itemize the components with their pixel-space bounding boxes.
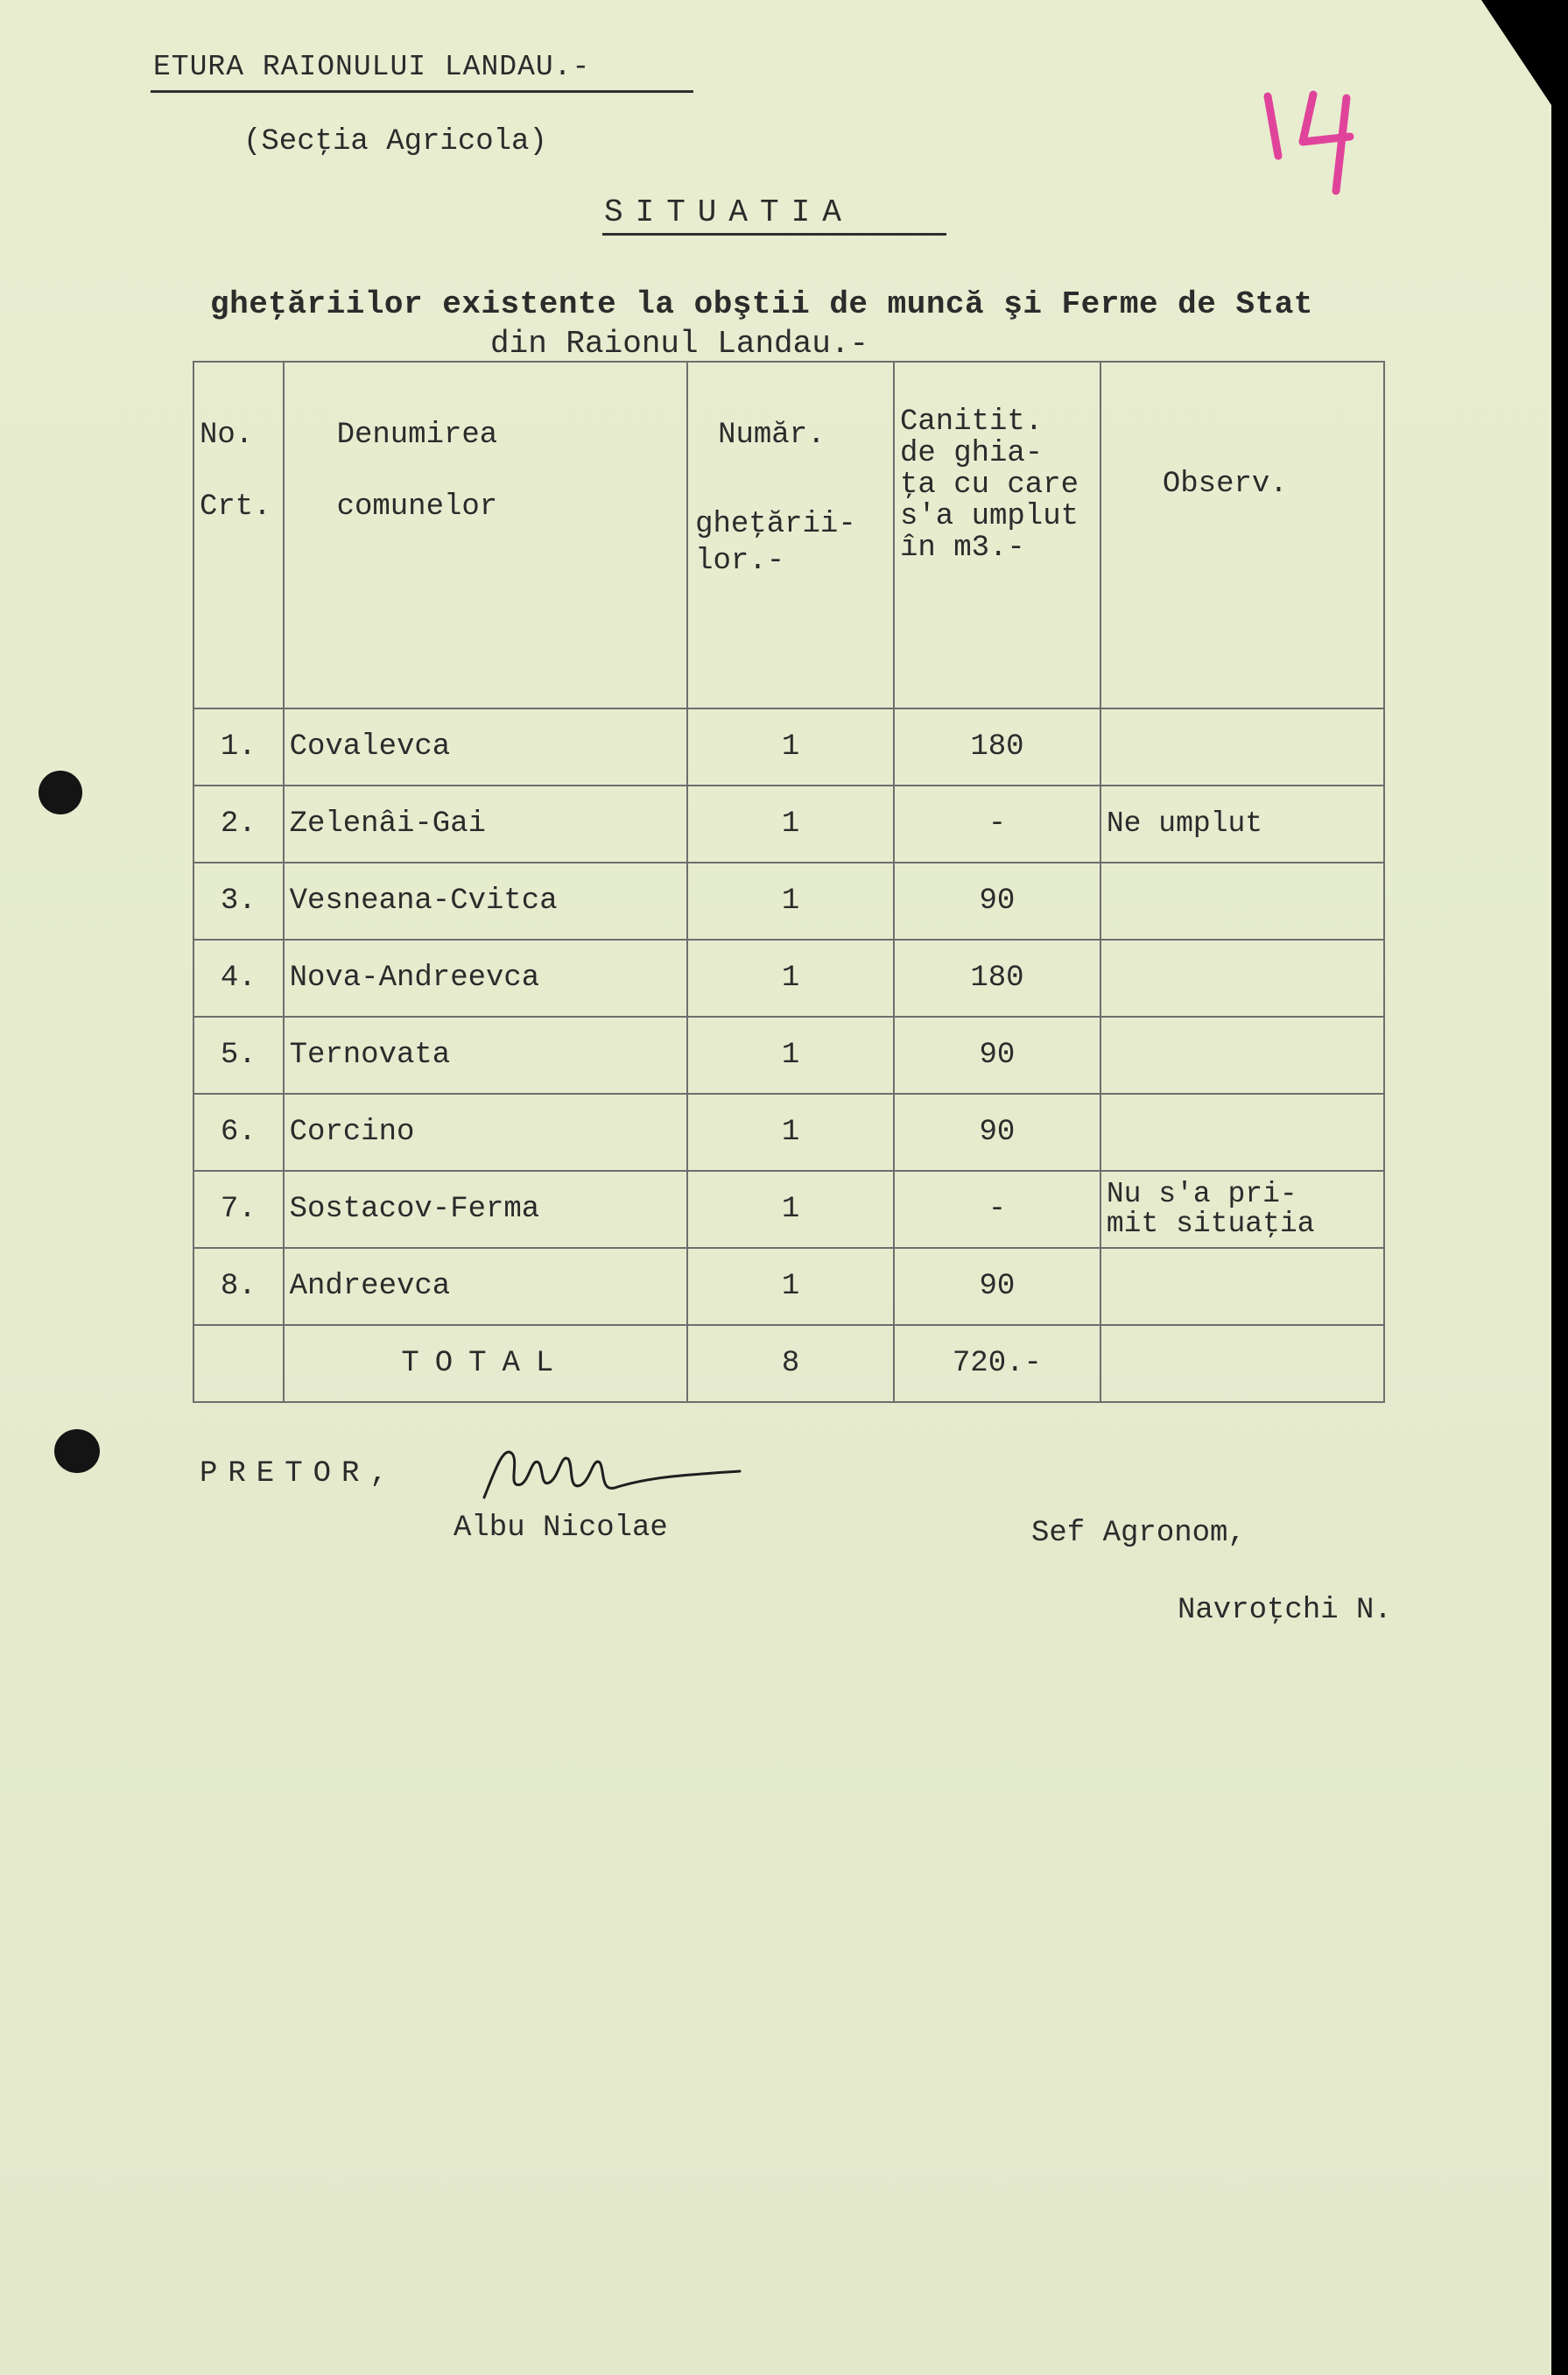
ice-quantity: - bbox=[894, 786, 1100, 863]
header-quantity bbox=[894, 362, 1100, 708]
header-no bbox=[193, 362, 284, 708]
header-count bbox=[687, 362, 894, 708]
header-name-line: comunelor bbox=[336, 490, 498, 524]
commune-name: Zelenâi-Gai bbox=[284, 786, 688, 863]
header-quantity-line: s'a umplut bbox=[899, 500, 1079, 533]
document-title: SITUATIA bbox=[604, 194, 854, 230]
total-no-cell bbox=[193, 1325, 284, 1402]
observation bbox=[1100, 863, 1384, 940]
commune-name: Vesneana-Cvitca bbox=[284, 863, 688, 940]
torn-corner bbox=[1481, 0, 1551, 105]
icehouse-count: 1 bbox=[687, 1094, 894, 1171]
header-no-line: No. bbox=[200, 419, 254, 452]
table-row bbox=[193, 1094, 1384, 1171]
table-row bbox=[193, 786, 1384, 863]
header-count-line: Număr. bbox=[718, 419, 826, 452]
commune-name: Covalevca bbox=[284, 708, 688, 786]
punch-hole bbox=[39, 771, 82, 814]
ice-quantity: 90 bbox=[894, 1248, 1100, 1325]
commune-name: Andreevca bbox=[284, 1248, 688, 1325]
observation bbox=[1100, 1248, 1384, 1325]
header-name bbox=[284, 362, 688, 708]
page-number-text: 14 bbox=[1252, 208, 1254, 209]
commune-name: Corcino bbox=[284, 1094, 688, 1171]
agronom-name: Navroţchi N. bbox=[1178, 1594, 1392, 1627]
ice-quantity: 180 bbox=[894, 940, 1100, 1017]
total-count: 8 bbox=[687, 1325, 894, 1402]
observation: Nu s'a pri- mit situaţia bbox=[1100, 1171, 1384, 1248]
observation bbox=[1100, 940, 1384, 1017]
observation: Ne umplut bbox=[1100, 786, 1384, 863]
table-row bbox=[193, 1171, 1384, 1248]
icehouse-count: 1 bbox=[687, 786, 894, 863]
pretor-name: Albu Nicolae bbox=[454, 1512, 668, 1545]
title-underline bbox=[602, 233, 946, 236]
icehouse-count: 1 bbox=[687, 708, 894, 786]
page-number-mark bbox=[1252, 79, 1375, 210]
subtitle-line-1: gheţăriilor existente la obştii de muncă şi Ferme de Stat bbox=[210, 286, 1313, 322]
header-no-line: Crt. bbox=[200, 490, 271, 524]
commune-name: Sostacov-Ferma bbox=[284, 1171, 688, 1248]
icehouse-count: 1 bbox=[687, 863, 894, 940]
ice-quantity: - bbox=[894, 1171, 1100, 1248]
table-row bbox=[193, 1017, 1384, 1094]
header-observations bbox=[1100, 362, 1384, 708]
icehouse-table bbox=[193, 361, 1385, 1403]
row-number: 4. bbox=[193, 940, 284, 1017]
ice-quantity: 180 bbox=[894, 708, 1100, 786]
total-row bbox=[193, 1325, 1384, 1402]
table-row bbox=[193, 1248, 1384, 1325]
observation bbox=[1100, 1017, 1384, 1094]
total-label: TOTAL bbox=[284, 1325, 688, 1402]
table-row bbox=[193, 708, 1384, 786]
handwritten-signature bbox=[477, 1436, 766, 1515]
icehouse-count: 1 bbox=[687, 1171, 894, 1248]
header-quantity-line: ţa cu care bbox=[899, 469, 1079, 502]
row-number: 2. bbox=[193, 786, 284, 863]
icehouse-count: 1 bbox=[687, 940, 894, 1017]
subtitle-line-2: din Raionul Landau.- bbox=[490, 326, 869, 362]
total-obs-cell bbox=[1100, 1325, 1384, 1402]
row-number: 7. bbox=[193, 1171, 284, 1248]
icehouse-count: 1 bbox=[687, 1248, 894, 1325]
row-number: 3. bbox=[193, 863, 284, 940]
row-number: 6. bbox=[193, 1094, 284, 1171]
section-name: (Secţia Agricola) bbox=[243, 125, 547, 159]
commune-name: Ternovata bbox=[284, 1017, 688, 1094]
punch-hole bbox=[54, 1429, 100, 1473]
commune-name: Nova-Andreevca bbox=[284, 940, 688, 1017]
ice-quantity: 90 bbox=[894, 1094, 1100, 1171]
header-count-line: gheţării- bbox=[695, 508, 856, 541]
office-header: ETURA RAIONULUI LANDAU.- bbox=[153, 51, 591, 83]
pretor-title: PRETOR, bbox=[200, 1457, 398, 1491]
total-quantity: 720.- bbox=[894, 1325, 1100, 1402]
row-number: 8. bbox=[193, 1248, 284, 1325]
header-obs-line: Observ. bbox=[1162, 468, 1288, 501]
row-number: 5. bbox=[193, 1017, 284, 1094]
table-row bbox=[193, 863, 1384, 940]
header-name-line: Denumirea bbox=[336, 419, 498, 452]
observation bbox=[1100, 1094, 1384, 1171]
row-number: 1. bbox=[193, 708, 284, 786]
observation bbox=[1100, 708, 1384, 786]
icehouse-count: 1 bbox=[687, 1017, 894, 1094]
agronom-title: Sef Agronom, bbox=[1031, 1517, 1246, 1550]
ice-quantity: 90 bbox=[894, 1017, 1100, 1094]
header-quantity-line: Canitit. bbox=[899, 405, 1044, 439]
header-quantity-line: în m3.- bbox=[899, 532, 1025, 565]
header-count-line: lor.- bbox=[695, 545, 785, 578]
table-row bbox=[193, 940, 1384, 1017]
header-underline bbox=[151, 90, 693, 93]
ice-quantity: 90 bbox=[894, 863, 1100, 940]
table-header-row bbox=[193, 362, 1384, 708]
header-quantity-line: de ghia- bbox=[899, 437, 1044, 470]
